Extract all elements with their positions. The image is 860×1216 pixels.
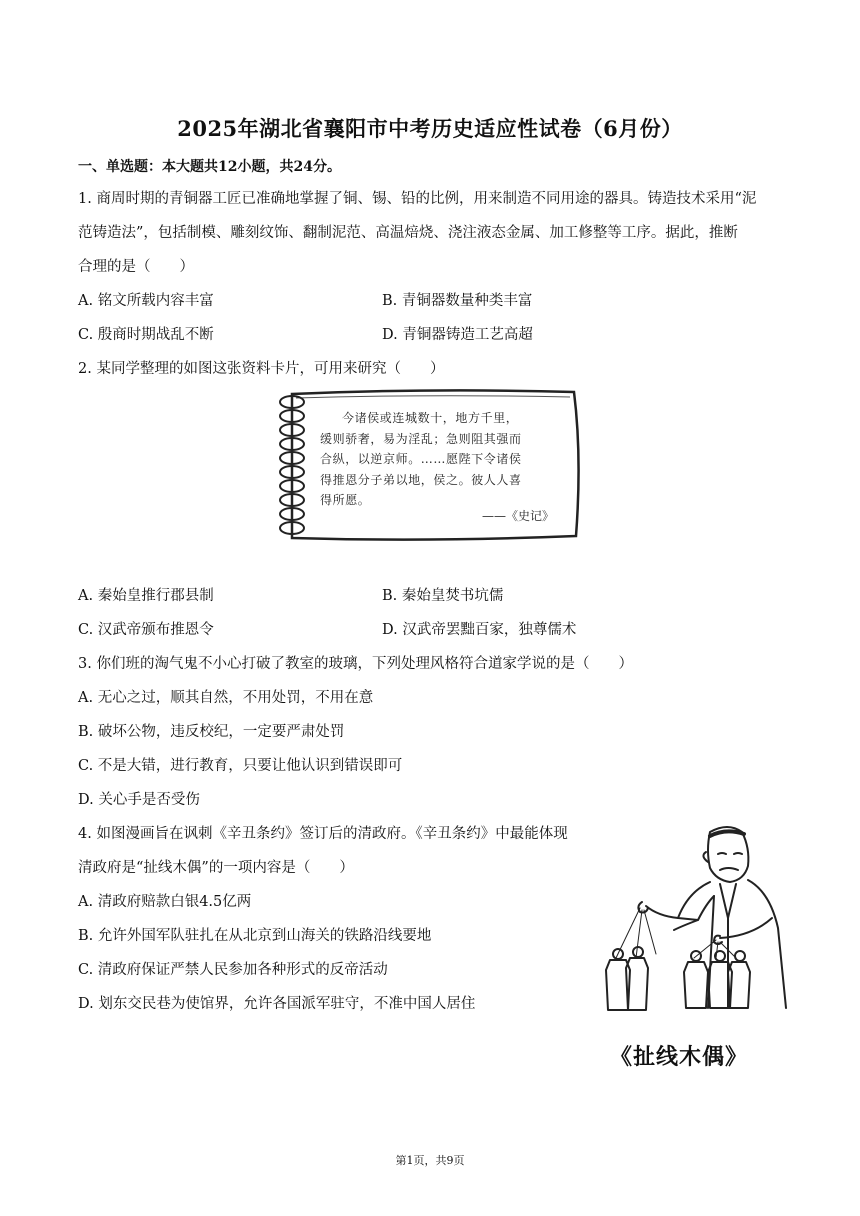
page-footer: 第1页，共9页	[395, 1154, 465, 1167]
q1-line-2: 范铸造法”，包括制模、雕刻纹饰、翻制泥范、高温焙烧、浇注液态金属、加工修整等工序。据此，推断	[78, 225, 738, 241]
q4-option-c: C. 清政府保证严禁人民参加各种形式的反帝活动	[78, 962, 388, 978]
q1-option-d: D. 青铜器铸造工艺高超	[382, 327, 533, 343]
q4-option-a: A. 清政府赔款白银4.5亿两	[78, 894, 252, 910]
q2-option-c: C. 汉武帝颁布推恩令	[78, 622, 214, 638]
q1-option-a: A. 铭文所载内容丰富	[78, 293, 214, 309]
q4-option-d: D. 划东交民巷为使馆界，允许各国派军驻守，不准中国人居住	[78, 996, 476, 1012]
card-text	[320, 408, 570, 511]
q1-line-1: 1. 商周时期的青铜器工匠已准确地掌握了铜、锡、铅的比例，用来制造不同用途的器具。铸造技术采用“泥	[78, 191, 757, 207]
puppet-cartoon-image	[602, 818, 792, 1080]
q3-stem: 3. 你们班的淘气鬼不小心打破了教室的玻璃，下列处理风格符合道家学说的是（ ）	[78, 656, 633, 672]
card-line: 得推恩分子弟以地，侯之。彼人人喜	[320, 472, 522, 487]
q3-option-b: B. 破坏公物，违反校纪，一定要严肃处罚	[78, 724, 345, 740]
cartoon-caption: 《扯线木偶》	[610, 1044, 749, 1070]
q3-option-d: D. 关心手是否受伤	[78, 792, 200, 808]
q1-option-b: B. 青铜器数量种类丰富	[382, 293, 533, 309]
q4-line-2: 清政府是“扯线木偶”的一项内容是（ ）	[78, 860, 354, 876]
q2-option-d: D. 汉武帝罢黜百家，独尊儒术	[382, 622, 577, 638]
q2-option-b: B. 秦始皇焚书坑儒	[382, 588, 504, 604]
q4-option-b: B. 允许外国军队驻扎在从北京到山海关的铁路沿线要地	[78, 928, 432, 944]
card-line: 缓则骄奢，易为淫乱；急则阻其强而	[320, 431, 522, 446]
notebook-card-image	[270, 386, 586, 544]
q1-option-c: C. 殷商时期战乱不断	[78, 327, 214, 343]
q2-stem: 2. 某同学整理的如图这张资料卡片，可用来研究（ ）	[78, 361, 445, 377]
section-heading: 一、单选题：本大题共12小题，共24分。	[78, 159, 341, 175]
card-line: 合纵，以逆京师。……愿陛下令诸侯	[320, 452, 522, 466]
q2-option-a: A. 秦始皇推行郡县制	[78, 588, 214, 604]
page-title: 2025年湖北省襄阳市中考历史适应性试卷（6月份）	[177, 116, 683, 141]
q1-line-3: 合理的是（ ）	[78, 259, 194, 275]
q4-line-1: 4. 如图漫画旨在讽刺《辛丑条约》签订后的清政府。《辛丑条约》中最能体现	[78, 826, 568, 842]
card-source: ——《史记》	[481, 509, 554, 523]
q3-option-c: C. 不是大错，进行教育，只要让他认识到错误即可	[78, 758, 403, 774]
q3-option-a: A. 无心之过，顺其自然，不用处罚，不用在意	[78, 690, 374, 706]
card-line: 今诸侯或连城数十，地方千里，	[342, 411, 519, 425]
puppet-cartoon-drawing	[602, 818, 792, 1038]
card-line: 得所愿。	[320, 493, 371, 507]
